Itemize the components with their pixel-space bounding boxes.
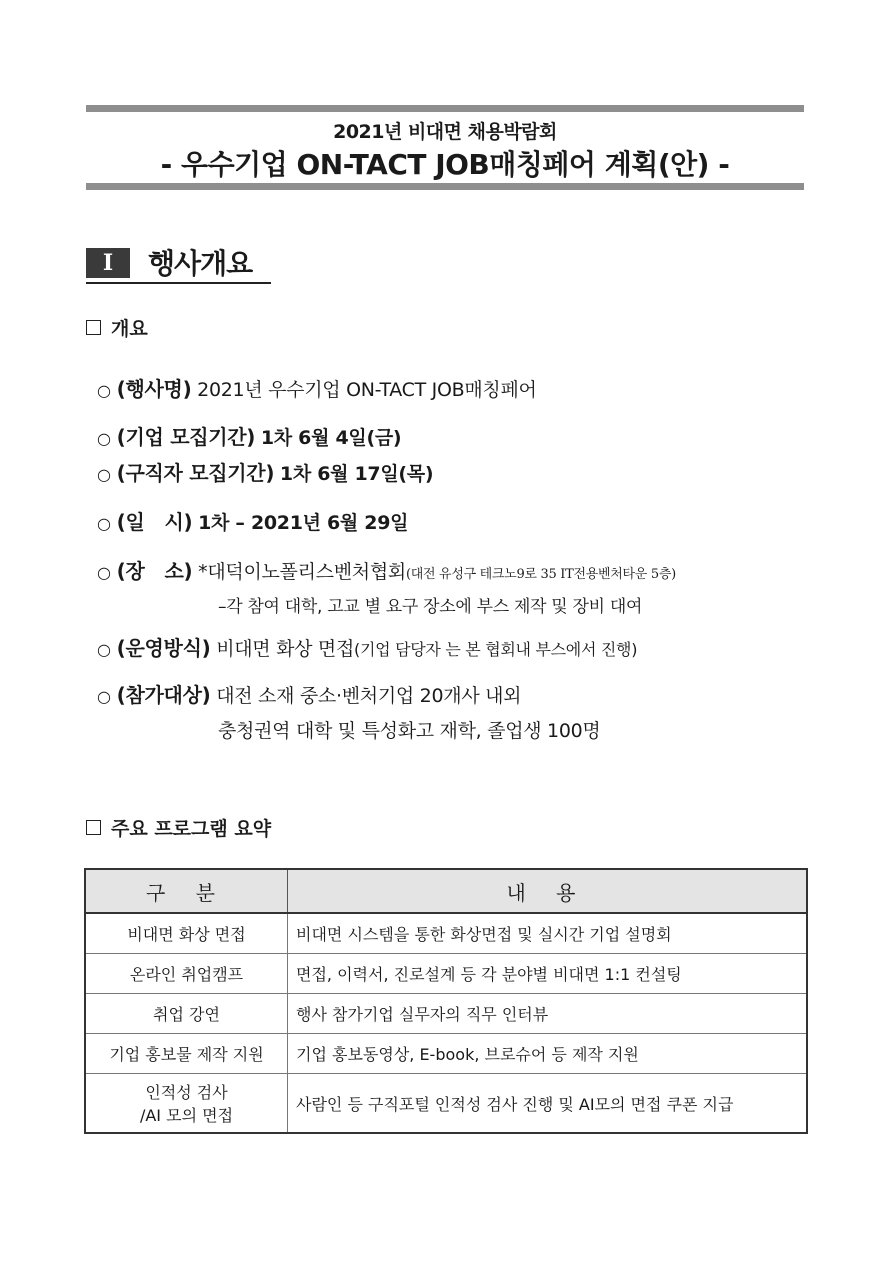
item-text: 1차 6월 17일(목) [279, 463, 434, 485]
row-category-line2: /AI 모의 면접 [139, 1106, 234, 1125]
item-text: 1차 – 2021년 6월 29일 [198, 512, 409, 534]
title-bottom-rule [86, 183, 804, 190]
checkbox-icon [86, 320, 101, 335]
item-text: *대덕이노폴리스벤처협회 [198, 561, 406, 583]
item-text: 비대면 화상 면접 [216, 638, 355, 660]
item-event-name [97, 373, 537, 402]
row-content: 면접, 이력서, 진로설계 등 각 분야별 비대면 1:1 컨설팅 [288, 954, 808, 994]
item-label: (행사명) [116, 377, 192, 401]
programs-heading [86, 814, 271, 841]
item-text: 1차 6월 4일(금) [260, 427, 402, 449]
row-content: 비대면 시스템을 통한 화상면접 및 실시간 기업 설명회 [288, 913, 808, 954]
item-label: (참가대상) [116, 683, 211, 707]
item-seeker-recruit [97, 457, 433, 486]
circle-bullet-icon: ○ [97, 687, 111, 706]
item-label: (일 시) [116, 510, 193, 534]
item-label: (장 소) [116, 559, 193, 583]
table-row [85, 954, 807, 994]
item-date [97, 506, 408, 535]
table-row [85, 913, 807, 954]
operation-note: (기업 담당자 는 본 협회내 부스에서 진행) [354, 640, 638, 659]
row-category: 취업 강연 [85, 994, 288, 1034]
section-title: 행사개요 [148, 247, 253, 280]
row-category [85, 1074, 288, 1134]
overview-heading-text: 개요 [111, 318, 148, 340]
venue-sub-line: –각 참여 대학, 고교 별 요구 장소에 부스 제작 및 장비 대여 [218, 597, 643, 617]
item-label: (기업 모집기간) [116, 425, 256, 449]
circle-bullet-icon: ○ [97, 514, 111, 533]
circle-bullet-icon: ○ [97, 465, 111, 484]
row-category: 비대면 화상 면접 [85, 913, 288, 954]
row-category-line1: 인적성 검사 [145, 1083, 228, 1102]
row-category: 기업 홍보물 제작 지원 [85, 1034, 288, 1074]
table-row [85, 994, 807, 1034]
item-text: 2021년 우수기업 ON-TACT JOB매칭페어 [197, 379, 537, 401]
document-title-line1: 2021년 비대면 채용박람회 [333, 121, 557, 143]
circle-bullet-icon: ○ [97, 563, 111, 582]
document-title-line2: - 우수기업 ON-TACT JOB매칭페어 계획(안) - [160, 148, 730, 181]
table-row [85, 1074, 807, 1134]
item-participants [97, 679, 521, 708]
row-content: 사람인 등 구직포털 인적성 검사 진행 및 AI모의 면접 쿠폰 지급 [288, 1074, 808, 1134]
circle-bullet-icon: ○ [97, 381, 111, 400]
item-label: (구직자 모집기간) [116, 461, 275, 485]
table-header-row [85, 869, 807, 913]
item-company-recruit [97, 421, 401, 450]
row-category: 온라인 취업캠프 [85, 954, 288, 994]
overview-heading [86, 314, 148, 341]
item-label: (운영방식) [116, 636, 211, 660]
item-operation [97, 632, 637, 661]
venue-address: (대전 유성구 테크노9로 35 IT전용벤처타운 5층) [405, 567, 676, 582]
circle-bullet-icon: ○ [97, 429, 111, 448]
row-content: 행사 참가기업 실무자의 직무 인터뷰 [288, 994, 808, 1034]
section-heading [86, 242, 271, 284]
row-content: 기업 홍보동영상, E-book, 브로슈어 등 제작 지원 [288, 1034, 808, 1074]
checkbox-icon [86, 820, 101, 835]
table-row [85, 1034, 807, 1074]
item-text: 대전 소재 중소·벤처기업 20개사 내외 [216, 685, 522, 707]
column-header-category: 구 분 [85, 869, 288, 913]
programs-table [84, 868, 808, 1134]
circle-bullet-icon: ○ [97, 640, 111, 659]
participants-sub-line: 충청권역 대학 및 특성화고 재학, 졸업생 100명 [218, 720, 601, 742]
item-venue [97, 555, 676, 584]
title-top-rule [86, 105, 804, 112]
programs-heading-text: 주요 프로그램 요약 [111, 818, 272, 840]
section-numeral: I [86, 248, 130, 278]
column-header-content: 내 용 [288, 869, 808, 913]
